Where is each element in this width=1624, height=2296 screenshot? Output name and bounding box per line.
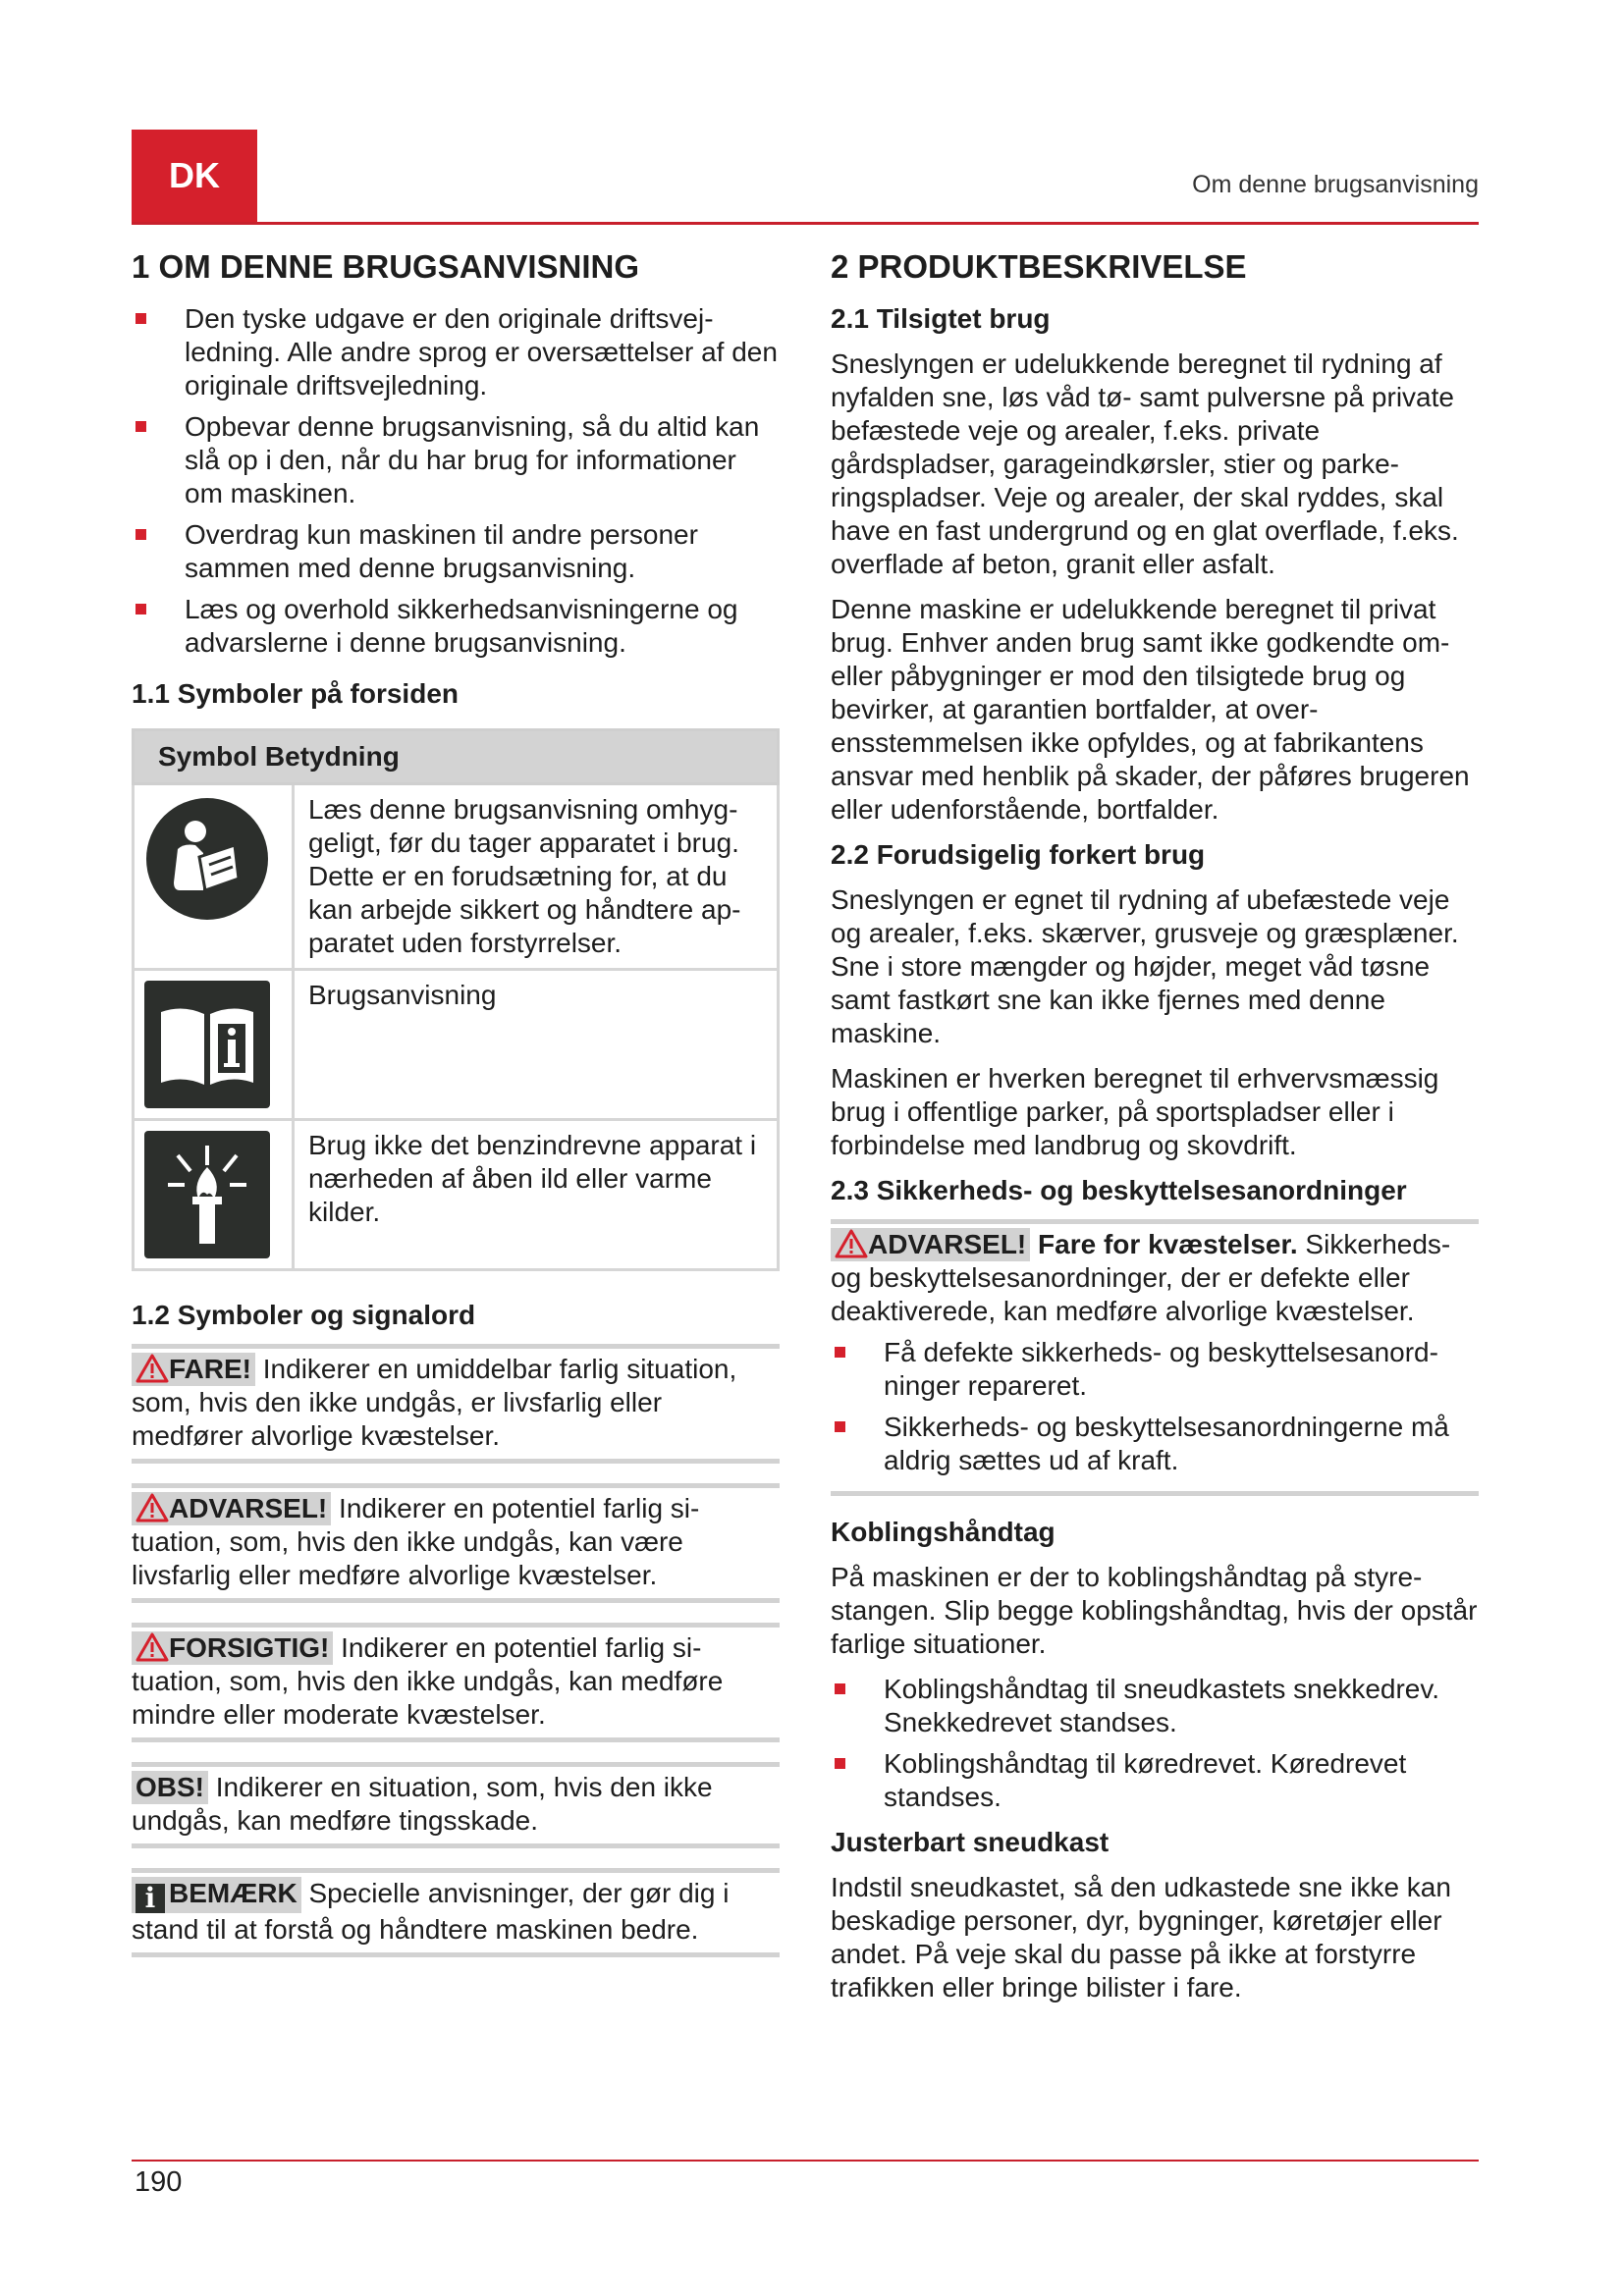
signal-badge: OBS! — [132, 1771, 208, 1804]
bullet-square-icon — [835, 1758, 845, 1769]
table-row — [134, 784, 779, 970]
signal-note-bemaerk: i BEMÆRK Specielle anvisninger, der gør dig i stand til at forstå og håndtere maskinen bedre. — [132, 1868, 780, 1957]
signal-note-forsigtig: FORSIGTIG! Indikerer en potentiel farlig situation, som, hvis den ikke undgås, kan medføre mindre eller moderate kvæstelser. — [132, 1623, 780, 1742]
table-cell: Læs denne brugsanvisning omhyggeligt, før du tager apparatet i brug. Dette er en forudsætning for, at du kan arbejde sikkert og håndtere apparatet uden forstyrrelser. — [294, 784, 779, 970]
paragraph: På maskinen er der to koblingshåndtag på styrestangen. Slip begge koblingshåndtag, hvis der opstår farlige situationer. — [831, 1562, 1478, 1659]
section-1-2-heading: 1.2 Symboler og signalord — [132, 1300, 476, 1330]
info-icon: i — [135, 1884, 165, 1913]
warning-triangle-icon — [135, 1493, 169, 1522]
list-item: Få defekte sikkerheds- og beskyttelsesanordninger repareret. — [831, 1336, 1479, 1403]
signal-badge: FARE! — [132, 1353, 255, 1386]
bullet-square-icon — [135, 604, 146, 614]
signal-badge: ADVARSEL! — [132, 1492, 331, 1525]
footer-rule — [132, 2160, 1479, 2162]
table-cell: Brugsanvisning — [294, 970, 779, 1120]
left-column — [132, 245, 780, 1977]
section-1-1-heading: 1.1 Symboler på forsiden — [132, 678, 459, 709]
page-number: 190 — [135, 2166, 183, 2198]
bullet-square-icon — [135, 313, 146, 324]
kobling-heading: Koblingshåndtag — [831, 1517, 1056, 1547]
section-2-heading: 2 PRODUKTBESKRIVELSE — [831, 248, 1247, 285]
signal-note-advarsel: ADVARSEL! Indikerer en potentiel farlig situation, som, hvis den ikke undgås, kan være livsfarlig eller medføre alvorlige kvæstelser. — [132, 1483, 780, 1603]
intro-bullet-list — [132, 302, 780, 660]
read-manual-icon — [144, 795, 270, 923]
signal-badge: ADVARSEL! — [831, 1228, 1030, 1261]
signal-note-fare: FARE! Indikerer en umiddelbar farlig situation, som, hvis den ikke undgås, er livsfarlig eller medfører alvorlige kvæstelser. — [132, 1344, 780, 1464]
warning-triangle-icon — [135, 1354, 169, 1383]
header-rule — [132, 222, 1479, 225]
table-row — [134, 1120, 779, 1270]
list-item: Overdrag kun maskinen til andre personer sammen med denne brugsanvisning. — [132, 518, 780, 585]
right-column — [831, 245, 1479, 2016]
language-tab: DK — [132, 130, 257, 222]
juster-heading: Justerbart sneudkast — [831, 1827, 1110, 1857]
warning-triangle-icon — [835, 1229, 868, 1258]
paragraph: Sneslyngen er udelukkende beregnet til rydning af nyfalden sne, løs våd tø- samt pulversne på private befæstede veje og arealer, f.eks. private gårdspladser, garageindkørsler, stier og parkeringspladser. Veje og arealer, der skal ryddes, skal have en fast undergrund og en glat overflade, f.eks. overflade af beton, granit eller asfalt. — [831, 348, 1459, 579]
bullet-square-icon — [835, 1421, 845, 1432]
list-item: Læs og overhold sikkerhedsanvisningerne og advarslerne i denne brugsanvisning. — [132, 593, 780, 660]
warning-triangle-icon — [135, 1632, 169, 1662]
section-1-heading: 1 OM DENNE BRUGSANVISNING — [132, 248, 640, 285]
paragraph: Denne maskine er udelukkende beregnet til privat brug. Enhver anden brug samt ikke godkendte om- eller påbygninger er mod den tilsigtede brug og bevirker, at garantien bortfalder, at overensstemmelsen ikke opfyldes, og at fabrikantens ansvar med henblik på skader, der påføres brugeren eller udenforstående, bortfalder. — [831, 594, 1470, 825]
bullet-square-icon — [135, 529, 146, 540]
bullet-square-icon — [135, 421, 146, 432]
list-item: Koblingshåndtag til køredrevet. Køredrevet standses. — [831, 1747, 1479, 1814]
list-item: Koblingshåndtag til sneudkastets snekkedrev. Snekkedrevet standses. — [831, 1673, 1479, 1739]
section-2-1-heading: 2.1 Tilsigtet brug — [831, 303, 1051, 334]
table-row — [134, 970, 779, 1120]
table-header-row — [134, 730, 779, 784]
kobling-bullet-list — [831, 1673, 1479, 1814]
bullet-square-icon — [835, 1683, 845, 1694]
running-header-title: Om denne brugsanvisning — [1192, 171, 1479, 198]
table-cell: Brug ikke det benzindrevne apparat i nærheden af åben ild eller varme kilder. — [294, 1120, 779, 1270]
signal-badge: i BEMÆRK — [132, 1877, 301, 1913]
list-item: Opbevar denne brugsanvisning, så du altid kan slå op i den, når du har brug for informationer om maskinen. — [132, 410, 780, 510]
list-item: Sikkerheds- og beskyttelsesanordningerne må aldrig sættes ud af kraft. — [831, 1411, 1479, 1477]
section-2-3-heading: 2.3 Sikkerheds- og beskyttelsesanordninger — [831, 1175, 1407, 1205]
warning-note: ADVARSEL! Fare for kvæstelser. Sikkerheds- og beskyttelsesanordninger, der er defekte eller deaktiverede, kan medføre alvorlige kvæstelser. Få defekte sikkerheds- og beskyttelsesanordninger repareret. Sikkerheds- og beskyttelsesanordningerne må aldrig sættes ud af kraft. — [831, 1219, 1479, 1496]
warning-bullet-list — [831, 1336, 1479, 1477]
table-header: Symbol Betydning — [134, 730, 779, 784]
paragraph: Maskinen er hverken beregnet til erhvervsmæssig brug i offentlige parker, på sportspladser eller i forbindelse med landbrug og skovdrift. — [831, 1063, 1439, 1160]
list-item: Den tyske udgave er den originale driftsvejledning. Alle andre sprog er oversættelser af den originale driftsvejledning. — [132, 302, 780, 402]
bullet-square-icon — [835, 1347, 845, 1358]
section-2-2-heading: 2.2 Forudsigelig forkert brug — [831, 839, 1206, 870]
paragraph: Sneslyngen er egnet til rydning af ubefæstede veje og arealer, f.eks. skærver, grusveje og græsplæner. Sne i store mængder og højder, meget våd tøsne samt fastkørt sne kan ikke fjernes med denne maskine. — [831, 884, 1459, 1048]
signal-badge: FORSIGTIG! — [132, 1631, 333, 1665]
no-open-flame-icon — [144, 1131, 270, 1258]
symbol-table — [132, 728, 780, 1271]
paragraph: Indstil sneudkastet, så den udkastede sne ikke kan beskadige personer, dyr, bygninger, køretøjer eller andet. På veje skal du passe på ikke at forstyrre trafikken eller bringe bilister i fare. — [831, 1872, 1451, 2002]
signal-note-obs: OBS! Indikerer en situation, som, hvis den ikke undgås, kan medføre tingsskade. — [132, 1762, 780, 1848]
manual-info-icon — [144, 981, 270, 1108]
